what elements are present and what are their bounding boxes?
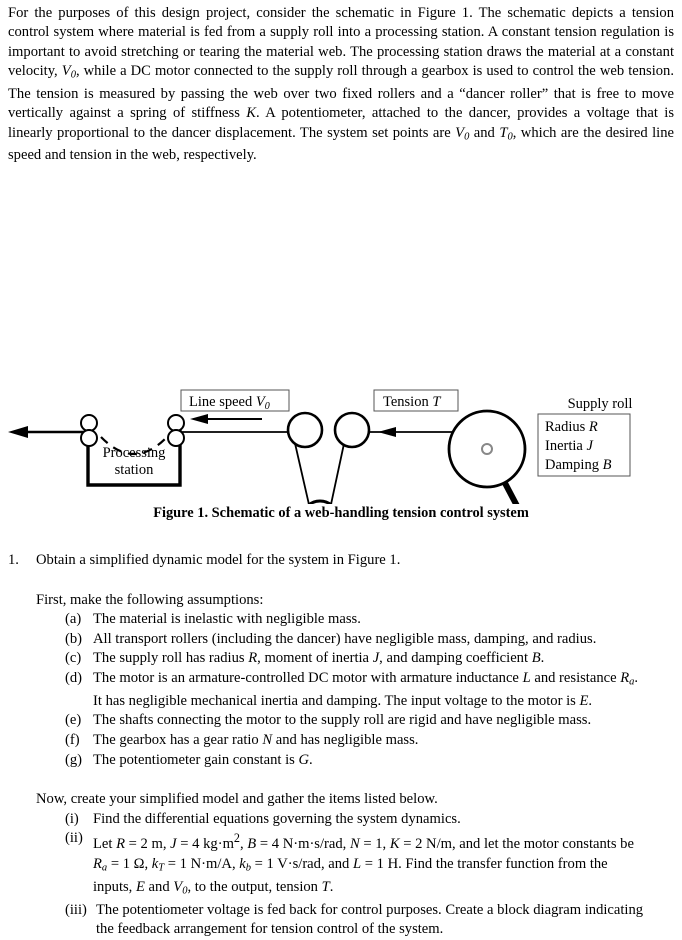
problem-number: 1.	[8, 552, 19, 568]
label-line-speed-text: Line speed $V_0$	[189, 394, 270, 412]
assumption-text: All transport rollers (including the dancer) have negligible mass, damping, and radius.	[93, 630, 597, 647]
web-path	[8, 426, 460, 504]
items-lead: Now, create your simplified model and gather the items listed below.	[36, 791, 438, 808]
item-entry	[65, 829, 674, 900]
supply-roll-inertia: Inertia J	[545, 438, 593, 454]
assumption-label: (g)	[65, 751, 83, 768]
intro-paragraph: For the purposes of this design project, consider the schematic in Figure 1. The schematic depicts a tension control system where material is fed from a supply roll into a processing station. A constant tension regulation is important to avoid stretching or tearing the material web. The processing station draws the material at a constant velocity, $V_0$, while a DC motor connected to the supply roll through a gearbox is used to control the web tension. The tension is measured by passing the web over two fixed rollers and a “dancer roller” that is free to move vertically against a spring of stiffness K. A potentiometer, attached to the dancer, provides a voltage that is linearly proportional to the dancer displacement. The system set points are $V_0$ and $T_0$, which are the desired line speed and tension in the web, respectively.	[8, 5, 675, 164]
assumption-label: (a)	[65, 611, 82, 628]
problem-body	[8, 551, 674, 940]
assumption-text: The supply roll has radius R, moment of inertia J, and damping coefficient B.	[93, 650, 545, 667]
item-text: The potentiometer voltage is fed back for control purposes. Create a block diagram indicating the feedback arrangement for tension control of the system.	[96, 901, 644, 938]
assumption-item	[65, 669, 674, 712]
figure-caption: Figure 1. Schematic of a web-handling tension control system	[153, 505, 529, 521]
assumption-label: (b)	[65, 630, 83, 647]
tension-arrow	[378, 427, 396, 437]
item-text: Find the differential equations governing the system dynamics.	[93, 810, 461, 827]
fixed-rollers	[288, 413, 369, 447]
assumption-label: (f)	[65, 732, 80, 749]
processing-station-label-2: station	[114, 462, 154, 478]
supply-roll-radius: Radius R	[545, 419, 598, 435]
assumption-text: The material is inelastic with negligible mass.	[93, 611, 361, 628]
item-entry	[65, 810, 674, 830]
processing-station-label-1: Processing	[102, 445, 166, 461]
assumption-text: The motor is an armature-controlled DC motor with armature inductance L and resistance $R_a$. It has negligible mechanical inertia and damping. The input voltage to the motor is E.	[93, 669, 639, 709]
supply-roll-title: Supply roll	[567, 396, 633, 412]
assumption-item	[65, 731, 674, 751]
assumption-text: The gearbox has a gear ratio N and has negligible mass.	[93, 732, 419, 749]
assumption-item	[65, 649, 674, 669]
label-line-speed	[181, 390, 289, 412]
figure-schematic	[0, 186, 682, 504]
processing-station	[88, 423, 180, 485]
assumption-label: (d)	[65, 669, 83, 686]
line-speed-arrow	[190, 414, 262, 424]
supply-roll	[449, 411, 525, 487]
supply-roll-damping: Damping B	[545, 457, 612, 473]
problem-statement: Obtain a simplified dynamic model for the system in Figure 1.	[36, 552, 401, 568]
assumption-item	[65, 751, 674, 771]
assumption-text: The potentiometer gain constant is G.	[93, 751, 313, 768]
assumption-item	[65, 610, 674, 630]
assumption-text: The shafts connecting the motor to the supply roll are rigid and have negligible mass.	[93, 712, 592, 729]
assumption-item	[65, 630, 674, 650]
item-label: (iii)	[65, 901, 87, 918]
problem-statement-row	[8, 551, 674, 571]
item-label: (i)	[65, 810, 79, 827]
label-tension	[374, 390, 458, 411]
assumption-label: (c)	[65, 650, 82, 667]
item-entry	[65, 901, 674, 940]
assumptions-lead: First, make the following assumptions:	[36, 591, 264, 608]
label-tension-text: Tension T	[383, 394, 441, 410]
item-text: Let R = 2 m, J = 4 $kg\cdot m^2$, B = 4 N·m·s/rad, N = 1, K = 2 N/m, and let the motor constants be $R_a = 1$ Ω, $k_T = 1$ N·m/A, $k_b = 1$ V·s/rad, and L = 1 H. Find the transfer function from the inputs, E and $V_0$, to the output, tension T.	[93, 831, 634, 897]
assumption-item	[65, 711, 674, 731]
assumption-label: (e)	[65, 712, 82, 729]
label-supply-roll-props	[538, 414, 630, 476]
item-label: (ii)	[65, 830, 83, 847]
items-list	[65, 810, 674, 940]
assumptions-list	[65, 610, 674, 770]
